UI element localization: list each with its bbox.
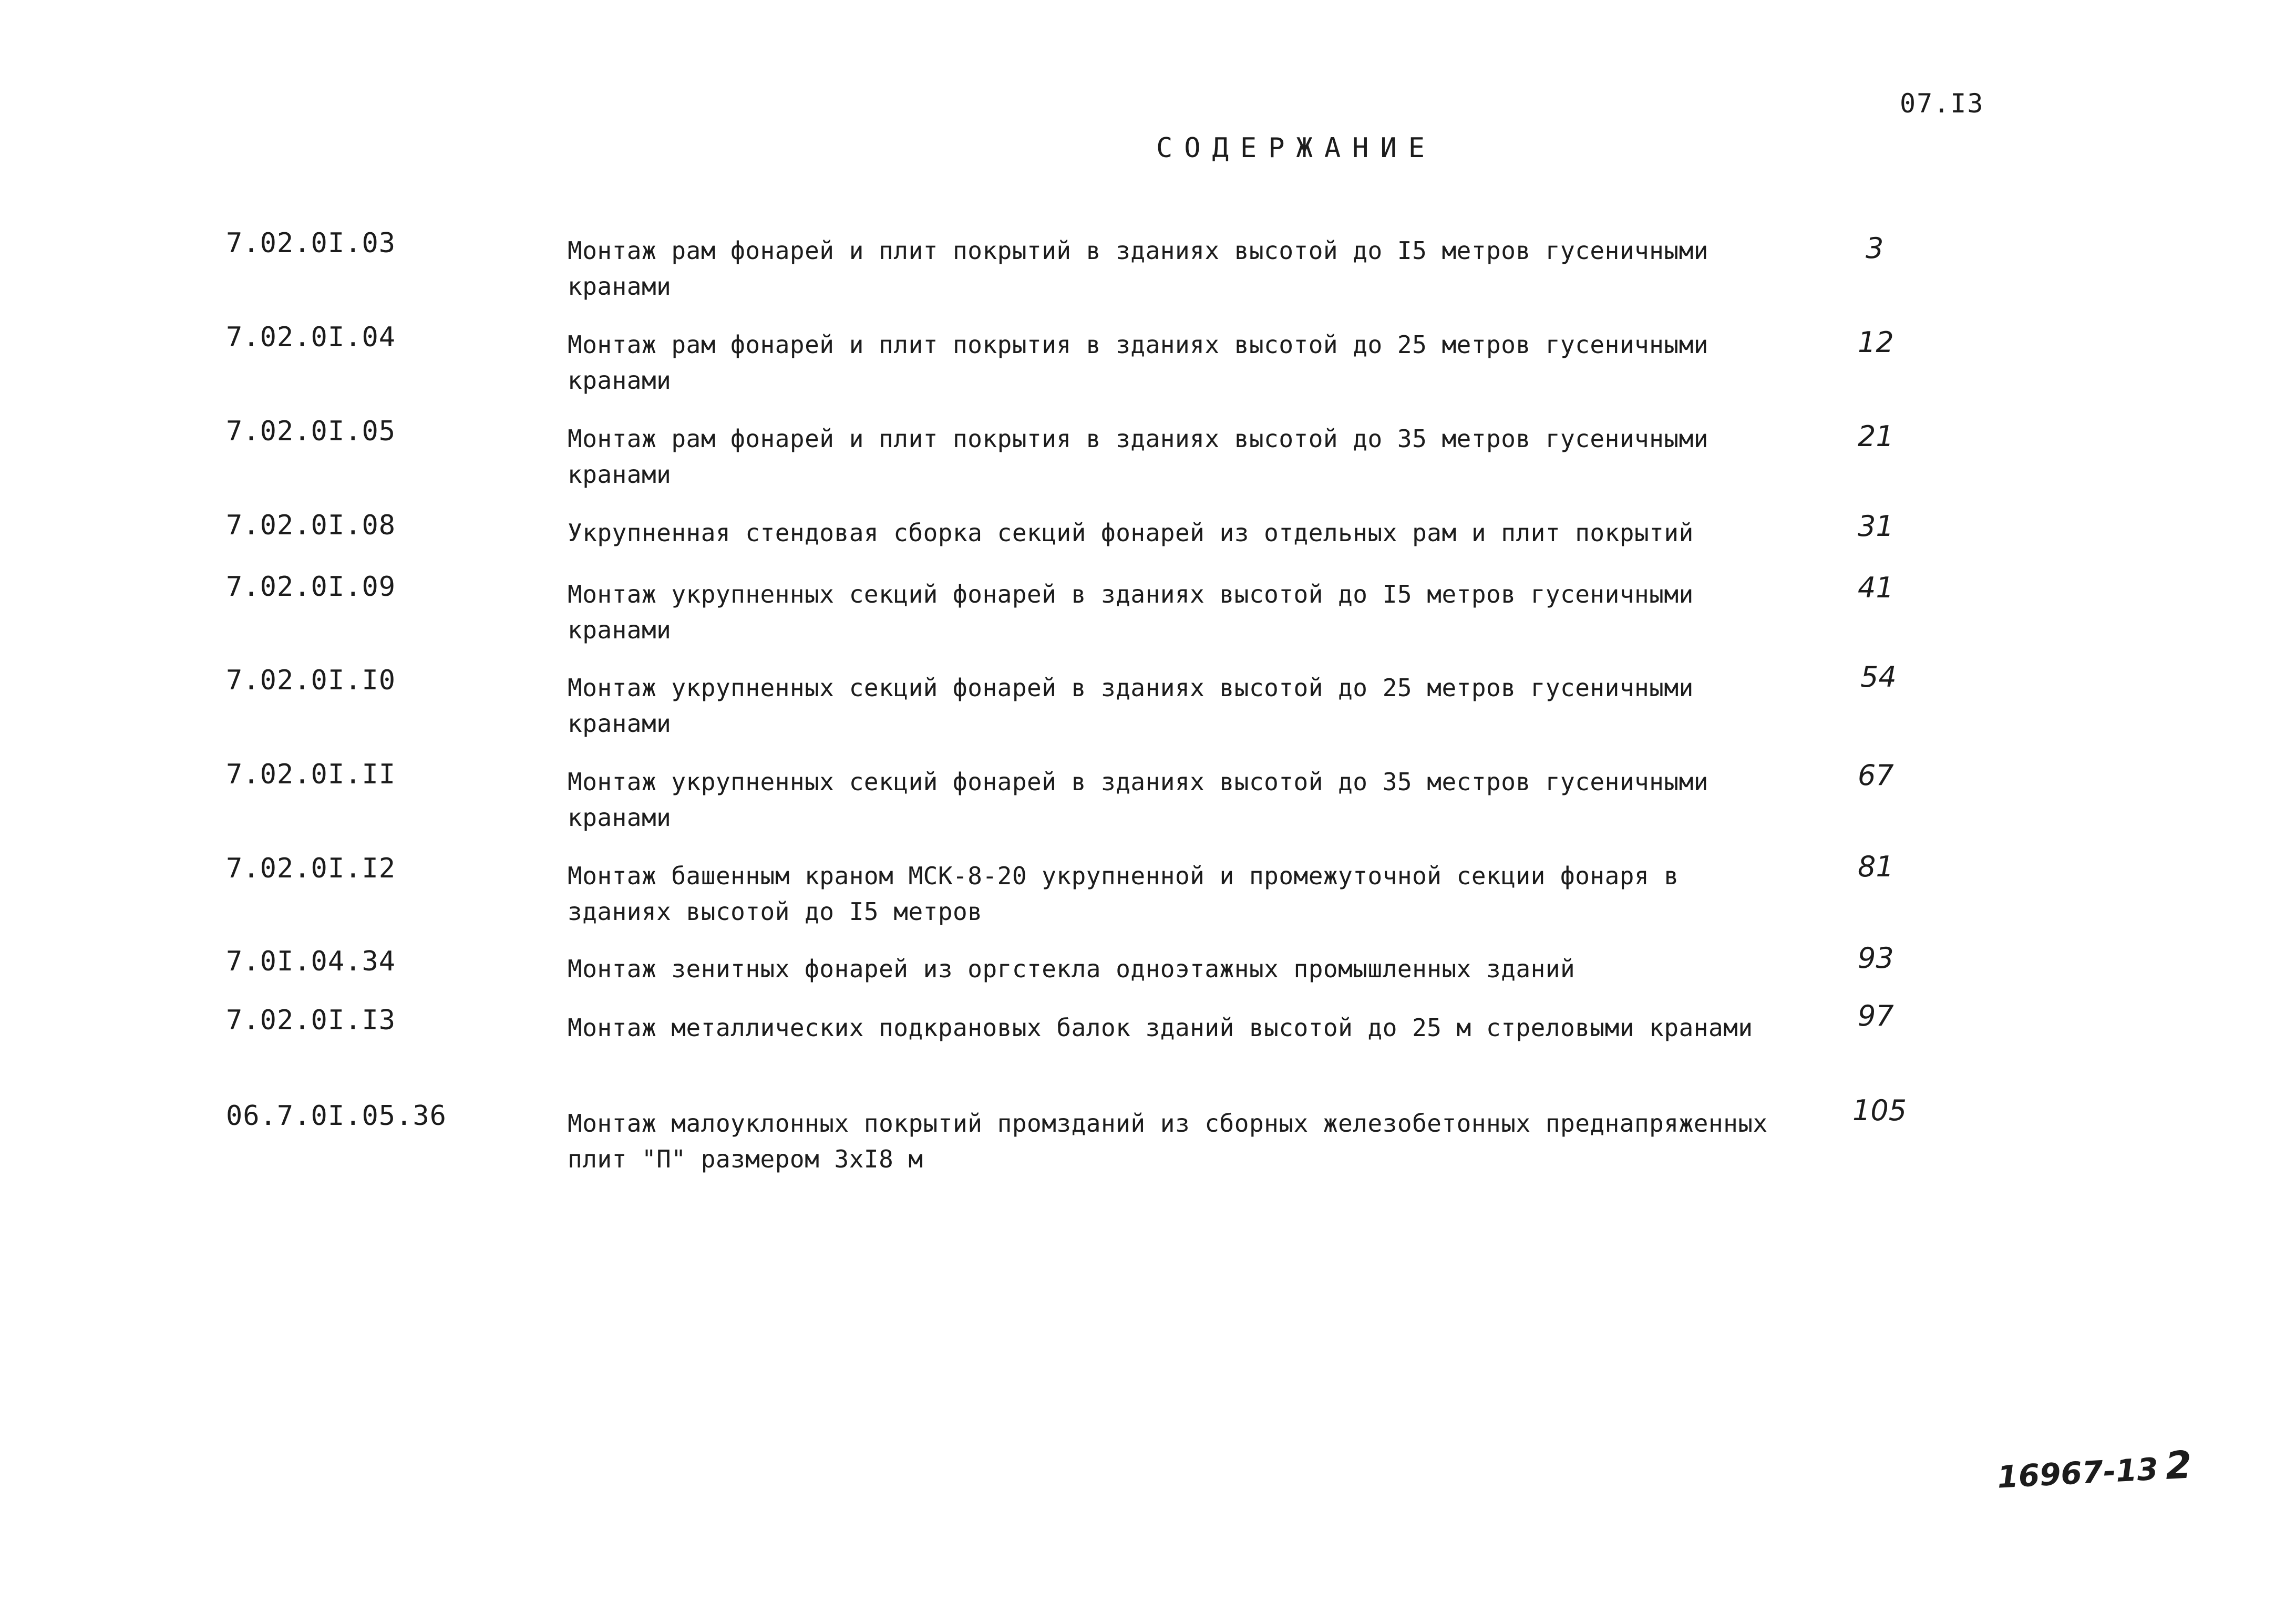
page-number: 2: [2164, 1442, 2193, 1488]
toc-entry-page: 31: [1858, 510, 1894, 543]
toc-entry-code: 7.02.0I.08: [226, 510, 396, 541]
toc-entry-title: Монтаж укрупненных секций фонарей в зданиях высотой до I5 метров гусеничными кранами: [568, 580, 1694, 644]
page-title: СОДЕРЖАНИЕ: [1156, 132, 1437, 164]
toc-entry-code: 7.02.0I.I0: [226, 665, 396, 696]
toc-entry-title: Монтаж металлических подкрановых балок зданий высотой до 25 м стреловыми кранами: [568, 1014, 1753, 1042]
toc-entry-page: 41: [1858, 571, 1894, 604]
toc-entry-page: 3: [1866, 232, 1884, 265]
toc-entry-code: 7.02.0I.II: [226, 759, 396, 790]
toc-entry-title: Монтаж рам фонарей и плит покрытия в зданиях высотой до 35 метров гусеничными кранами: [568, 425, 1708, 489]
toc-entry-page: 97: [1858, 999, 1894, 1032]
toc-entry-code: 7.02.0I.09: [226, 571, 396, 603]
toc-entry-title: Монтаж укрупненных секций фонарей в зданиях высотой до 25 метров гусеничными кранами: [568, 674, 1694, 738]
document-code: 07.I3: [1900, 88, 1984, 119]
toc-entry-code: 7.02.0I.05: [226, 416, 396, 447]
toc-entry-page: 54: [1860, 660, 1897, 694]
toc-entry-code: 7.02.0I.I3: [226, 1005, 396, 1036]
toc-entry-code: 06.7.0I.05.36: [226, 1100, 447, 1132]
toc-entry-title: Укрупненная стендовая сборка секций фонарей из отдельных рам и плит покрытий: [568, 519, 1694, 547]
toc-entry-code: 7.02.0I.03: [226, 228, 396, 259]
toc-entry-title: Монтаж малоуклонных покрытий промзданий из сборных железобетонных преднапряженных плит "П" размером 3xI8 м: [568, 1109, 1768, 1173]
toc-entry-code: 7.0I.04.34: [226, 946, 396, 977]
toc-entry-code: 7.02.0I.I2: [226, 853, 396, 884]
toc-entry-page: 105: [1852, 1094, 1907, 1127]
toc-entry-page: 81: [1858, 850, 1894, 883]
toc-entry-code: 7.02.0I.04: [226, 322, 396, 353]
toc-entry-page: 93: [1858, 942, 1894, 975]
toc-entry-title: Монтаж зенитных фонарей из оргстекла одноэтажных промышленных зданий: [568, 955, 1576, 983]
toc-entry-title: Монтаж рам фонарей и плит покрытий в зданиях высотой до I5 метров гусеничными кранами: [568, 236, 1708, 301]
toc-entry-page: 67: [1858, 759, 1894, 792]
toc-entry-page: 21: [1858, 420, 1894, 453]
toc-entry-title: Монтаж башенным краном МСК-8-20 укрупненной и промежуточной секции фонаря в зданиях высотой до I5 метров: [568, 862, 1679, 926]
toc-entry-title: Монтаж рам фонарей и плит покрытия в зданиях высотой до 25 метров гусеничными кранами: [568, 330, 1708, 395]
toc-entry-page: 12: [1858, 326, 1894, 359]
toc-entry-title: Монтаж укрупненных секций фонарей в зданиях высотой до 35 местров гусеничными кранами: [568, 768, 1708, 832]
inventory-number: 16967-13: [1996, 1451, 2159, 1495]
handwritten-inventory-number: [1996, 1442, 2193, 1496]
